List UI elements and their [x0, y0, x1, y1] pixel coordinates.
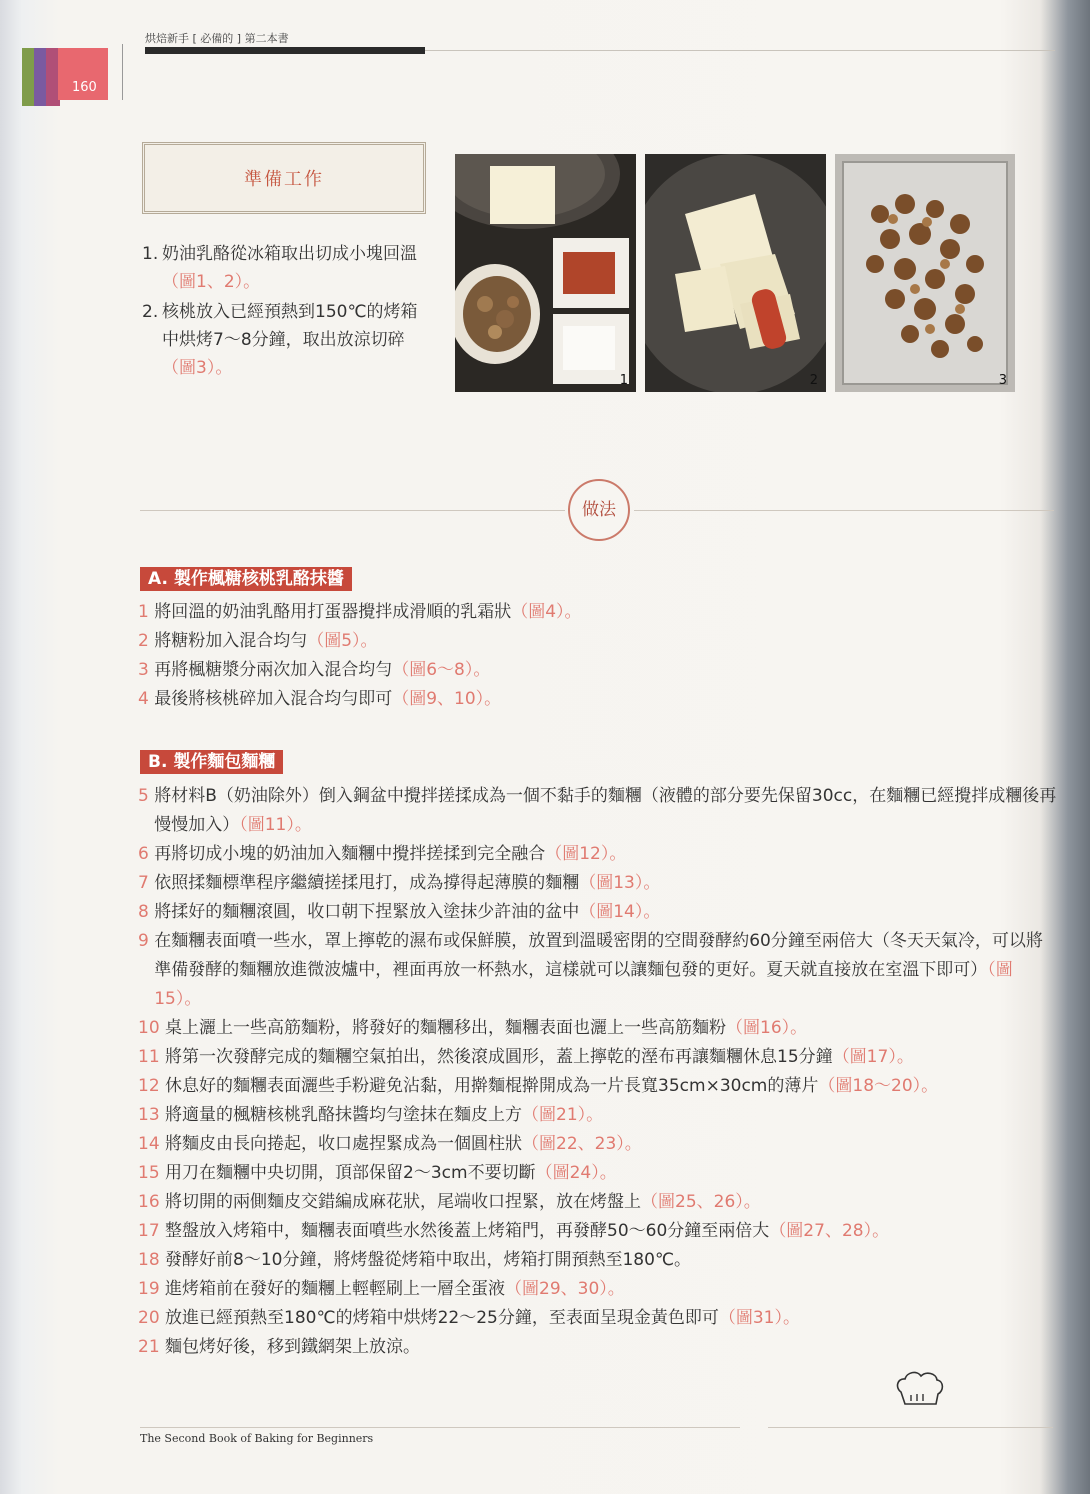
step-number: 16: [138, 1192, 160, 1212]
step-item: [138, 1043, 1058, 1072]
figure-reference: （圖17）。: [832, 1047, 914, 1067]
step-text: 再將楓糖漿分兩次加入混合均勻: [154, 660, 393, 680]
folio-divider: [122, 44, 123, 100]
step-text: 將適量的楓糖核桃乳酪抹醬均勻塗抹在麵皮上方: [165, 1105, 523, 1125]
step-text: 桌上灑上一些高筋麵粉，將發好的麵糰移出，麵糰表面也灑上一些高筋麵粉: [165, 1018, 727, 1038]
step-item: [138, 656, 1058, 685]
step-text: 發酵好前8～10分鐘，將烤盤從烤箱中取出，烤箱打開預熱至180℃。: [165, 1250, 692, 1270]
preparation-list: [142, 240, 428, 384]
step-text: 依照揉麵標準程序繼續搓揉甩打，成為撐得起薄膜的麵糰: [154, 873, 580, 893]
section-a-steps: [138, 598, 1058, 714]
photo-ingredients: [455, 154, 636, 392]
step-item: [138, 1217, 1058, 1246]
step-text: 麵包烤好後，移到鐵網架上放涼。: [165, 1337, 421, 1357]
item-text: 核桃放入已經預熱到150℃的烤箱中烘烤7～8分鐘，取出放涼切碎: [162, 302, 418, 350]
figure-reference: （圖31）。: [718, 1308, 800, 1328]
divider-left: [140, 510, 565, 511]
step-text: 在麵糰表面噴一些水，罩上擰乾的濕布或保鮮膜，放置到溫暖密閉的空間發酵約60分鐘至兩倍大（冬天天氣冷，可以將準備發酵的麵糰放進微波爐中，裡面再放一杯熱水，這樣就可以讓麵包發的更好。夏天就直接放在室溫下即可）: [154, 931, 1043, 980]
step-number: 4: [138, 689, 149, 709]
chef-hat-icon: [895, 1370, 945, 1410]
step-item: [138, 1246, 1058, 1275]
step-text: 將第一次發酵完成的麵糰空氣拍出，然後滾成圓形，蓋上擰乾的溼布再讓麵糰休息15分鐘: [165, 1047, 833, 1067]
figure-reference: （圖24）。: [535, 1163, 617, 1183]
step-number: 14: [138, 1134, 160, 1154]
step-text: 進烤箱前在發好的麵糰上輕輕刷上一層全蛋液: [165, 1279, 506, 1299]
figure-reference: （圖21）。: [522, 1105, 604, 1125]
footer-book-title: The Second Book of Baking for Beginners: [140, 1432, 374, 1445]
figure-reference: （圖12）。: [545, 844, 627, 864]
figure-reference: （圖1、2）。: [162, 272, 261, 292]
figure-reference: （圖6～8）。: [392, 660, 491, 680]
figure-reference: （圖13）。: [579, 873, 661, 893]
step-item: [138, 1275, 1058, 1304]
step-text: 休息好的麵糰表面灑些手粉避免沾黏，用擀麵棍擀開成為一片長寬35cm×30cm的薄片: [165, 1076, 819, 1096]
step-number: 15: [138, 1163, 160, 1183]
step-item: [138, 869, 1058, 898]
step-item: [138, 927, 1058, 1014]
section-a-title: A. 製作楓糖核桃乳酪抹醬: [140, 567, 352, 591]
step-number: 6: [138, 844, 149, 864]
figure-reference: （圖16）。: [726, 1018, 808, 1038]
step-item: [138, 1333, 1058, 1362]
footer-rule: [768, 1427, 1053, 1428]
step-item: [138, 685, 1058, 714]
figure-reference: （圖9、10）。: [392, 689, 502, 709]
step-text: 將麵皮由長向捲起，收口處捏緊成為一個圓柱狀: [165, 1134, 523, 1154]
preparation-title-box: [142, 142, 426, 214]
item-text: 奶油乳酪從冰箱取出切成小塊回溫: [162, 244, 417, 264]
step-text: 放進已經預熱至180℃的烤箱中烘烤22～25分鐘，至表面呈現金黃色即可: [165, 1308, 719, 1328]
photo-number: 2: [809, 373, 818, 388]
running-title: 烘焙新手 [ 必備的 ] 第二本書: [145, 32, 289, 45]
header-bar: [145, 47, 425, 54]
step-number: 7: [138, 873, 149, 893]
photo-number: 3: [998, 373, 1007, 388]
step-number: 21: [138, 1337, 160, 1357]
step-number: 5: [138, 786, 149, 806]
step-item: [138, 898, 1058, 927]
step-text: 再將切成小塊的奶油加入麵糰中攪拌搓揉到完全融合: [154, 844, 546, 864]
item-number: 1.: [142, 244, 159, 264]
step-item: [138, 1072, 1058, 1101]
step-number: 12: [138, 1076, 160, 1096]
header-rule: [425, 50, 1055, 51]
figure-reference: （圖22、23）。: [522, 1134, 642, 1154]
step-text: 將切開的兩側麵皮交錯編成麻花狀，尾端收口捏緊，放在烤盤上: [165, 1192, 642, 1212]
item-number: 2.: [142, 302, 159, 322]
method-badge: 做法: [568, 479, 630, 541]
figure-reference: （圖5）。: [307, 631, 378, 651]
step-item: [138, 1130, 1058, 1159]
step-number: 11: [138, 1047, 160, 1067]
step-number: 17: [138, 1221, 160, 1241]
preparation-title: 準備工作: [244, 169, 324, 190]
step-number: 18: [138, 1250, 160, 1270]
step-number: 1: [138, 602, 149, 622]
step-number: 10: [138, 1018, 160, 1038]
step-number: 19: [138, 1279, 160, 1299]
step-item: [138, 1159, 1058, 1188]
figure-reference: （圖18～20）。: [818, 1076, 939, 1096]
photo-number: 1: [619, 373, 628, 388]
photo-cream-cheese-cubes: [645, 154, 826, 392]
step-number: 13: [138, 1105, 160, 1125]
step-item: [138, 1014, 1058, 1043]
figure-reference: （圖11）。: [239, 815, 312, 835]
step-item: [138, 627, 1058, 656]
preparation-item: [142, 240, 428, 296]
figure-reference: （圖3）。: [162, 358, 233, 378]
figure-reference: （圖29、30）。: [505, 1279, 625, 1299]
step-item: [138, 840, 1058, 869]
figure-reference: （圖15）。: [154, 960, 1013, 1009]
preparation-item: [142, 298, 428, 382]
section-b-steps: [138, 782, 1058, 1362]
step-text: 將糖粉加入混合均勻: [154, 631, 308, 651]
figure-reference: （圖25、26）。: [641, 1192, 761, 1212]
step-text: 最後將核桃碎加入混合均勻即可: [154, 689, 393, 709]
step-text: 將回溫的奶油乳酪用打蛋器攪拌成滑順的乳霜狀: [154, 602, 512, 622]
photo-chopped-walnuts: [835, 154, 1015, 392]
step-item: [138, 598, 1058, 627]
step-text: 用刀在麵糰中央切開，頂部保留2～3cm不要切斷: [165, 1163, 536, 1183]
step-item: [138, 1304, 1058, 1333]
step-number: 9: [138, 931, 149, 951]
step-item: [138, 782, 1058, 840]
step-text: 整盤放入烤箱中，麵糰表面噴些水然後蓋上烤箱門，再發酵50～60分鐘至兩倍大: [165, 1221, 770, 1241]
divider-right: [634, 510, 1054, 511]
step-number: 2: [138, 631, 149, 651]
step-text: 將材料B（奶油除外）倒入鋼盆中攪拌搓揉成為一個不黏手的麵糰（液體的部分要先保留30cc，在麵糰已經攪拌成糰後再慢慢加入）: [154, 786, 1057, 835]
figure-reference: （圖14）。: [579, 902, 661, 922]
step-item: [138, 1188, 1058, 1217]
step-item: [138, 1101, 1058, 1130]
figure-reference: （圖4）。: [511, 602, 582, 622]
page-number: 160: [72, 80, 97, 95]
section-b-title: B. 製作麵包麵糰: [140, 750, 283, 774]
step-number: 3: [138, 660, 149, 680]
step-text: 將揉好的麵糰滾圓，收口朝下捏緊放入塗抹少許油的盆中: [154, 902, 580, 922]
step-number: 8: [138, 902, 149, 922]
figure-reference: （圖27、28）。: [769, 1221, 890, 1241]
step-number: 20: [138, 1308, 160, 1328]
footer-rule: [140, 1427, 740, 1428]
